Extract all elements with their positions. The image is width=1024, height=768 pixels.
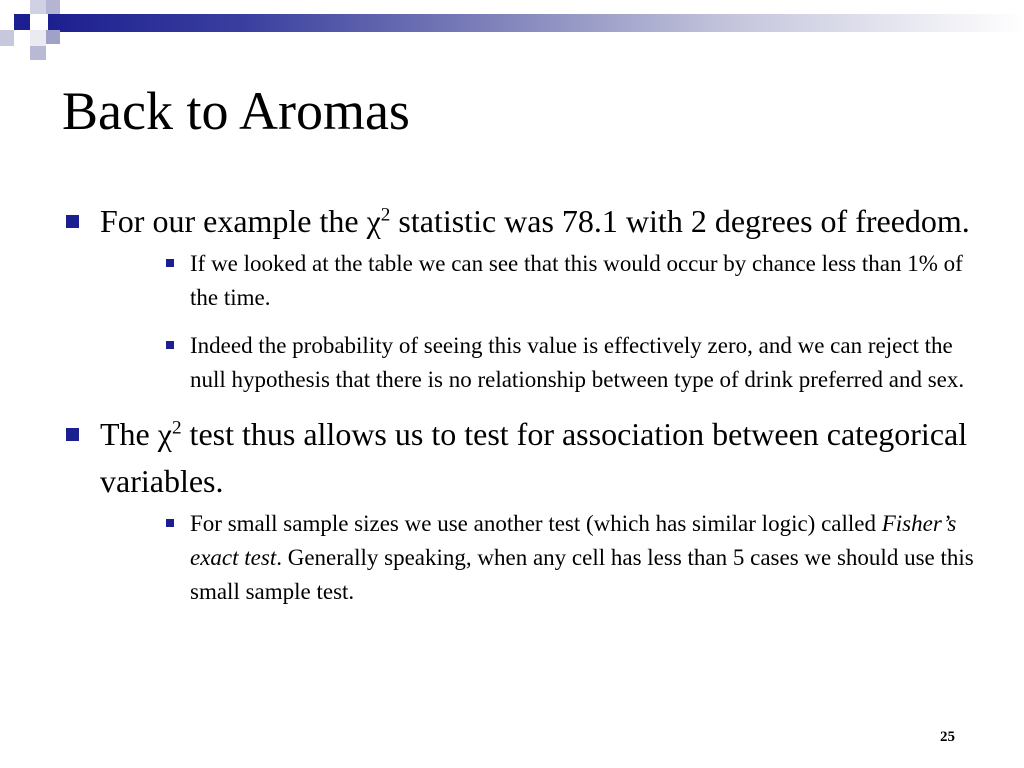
sub-bullet-text-before: For small sample sizes we use another test (which has similar logic) called	[190, 511, 882, 536]
superscript: 2	[380, 204, 391, 226]
sub-bullet-text: If we looked at the table we can see that this would occur by chance less than 1% of the time.	[190, 251, 963, 310]
square-bullet-icon	[166, 341, 174, 349]
emphasis-text: Fisher’s exact test	[190, 511, 957, 570]
bullet-text-suffix: statistic was 78.1 with 2 degrees of freedom.	[390, 203, 970, 239]
square-bullet-icon	[166, 519, 174, 527]
decor-square	[0, 30, 14, 46]
superscript: 2	[171, 417, 182, 439]
decor-square	[14, 14, 30, 30]
sub-bullet-item	[190, 507, 982, 609]
sub-bullet-text-after: . Generally speaking, when any cell has less than 5 cases we should use this small sample test.	[190, 545, 974, 604]
bullet-text-prefix: The	[100, 416, 158, 452]
chi-symbol: χ	[157, 416, 172, 452]
decor-square	[30, 0, 46, 14]
slide-body	[62, 198, 982, 609]
square-bullet-icon	[66, 215, 79, 228]
bullet-item	[62, 411, 982, 505]
square-bullet-icon	[166, 259, 174, 267]
decor-square	[46, 30, 60, 44]
header-decoration	[0, 0, 1024, 60]
slide-title: Back to Aromas	[62, 81, 410, 141]
bullet-text-prefix: For our example the	[100, 203, 367, 239]
header-gradient-bar	[48, 14, 1024, 32]
decor-square	[46, 0, 60, 14]
sub-bullet-item	[190, 329, 982, 397]
decor-square	[30, 46, 46, 60]
page-number: 25	[940, 729, 955, 745]
square-bullet-icon	[66, 428, 79, 441]
decor-square	[30, 30, 46, 46]
sub-bullet-item	[190, 247, 982, 315]
bullet-item	[62, 198, 982, 245]
chi-symbol: χ	[366, 203, 381, 239]
sub-bullet-text: Indeed the probability of seeing this value is effectively zero, and we can reject the null hypothesis that there is no relationship between type of drink preferred and sex.	[190, 333, 965, 392]
bullet-text-suffix: test thus allows us to test for association between categorical variables.	[100, 416, 968, 499]
